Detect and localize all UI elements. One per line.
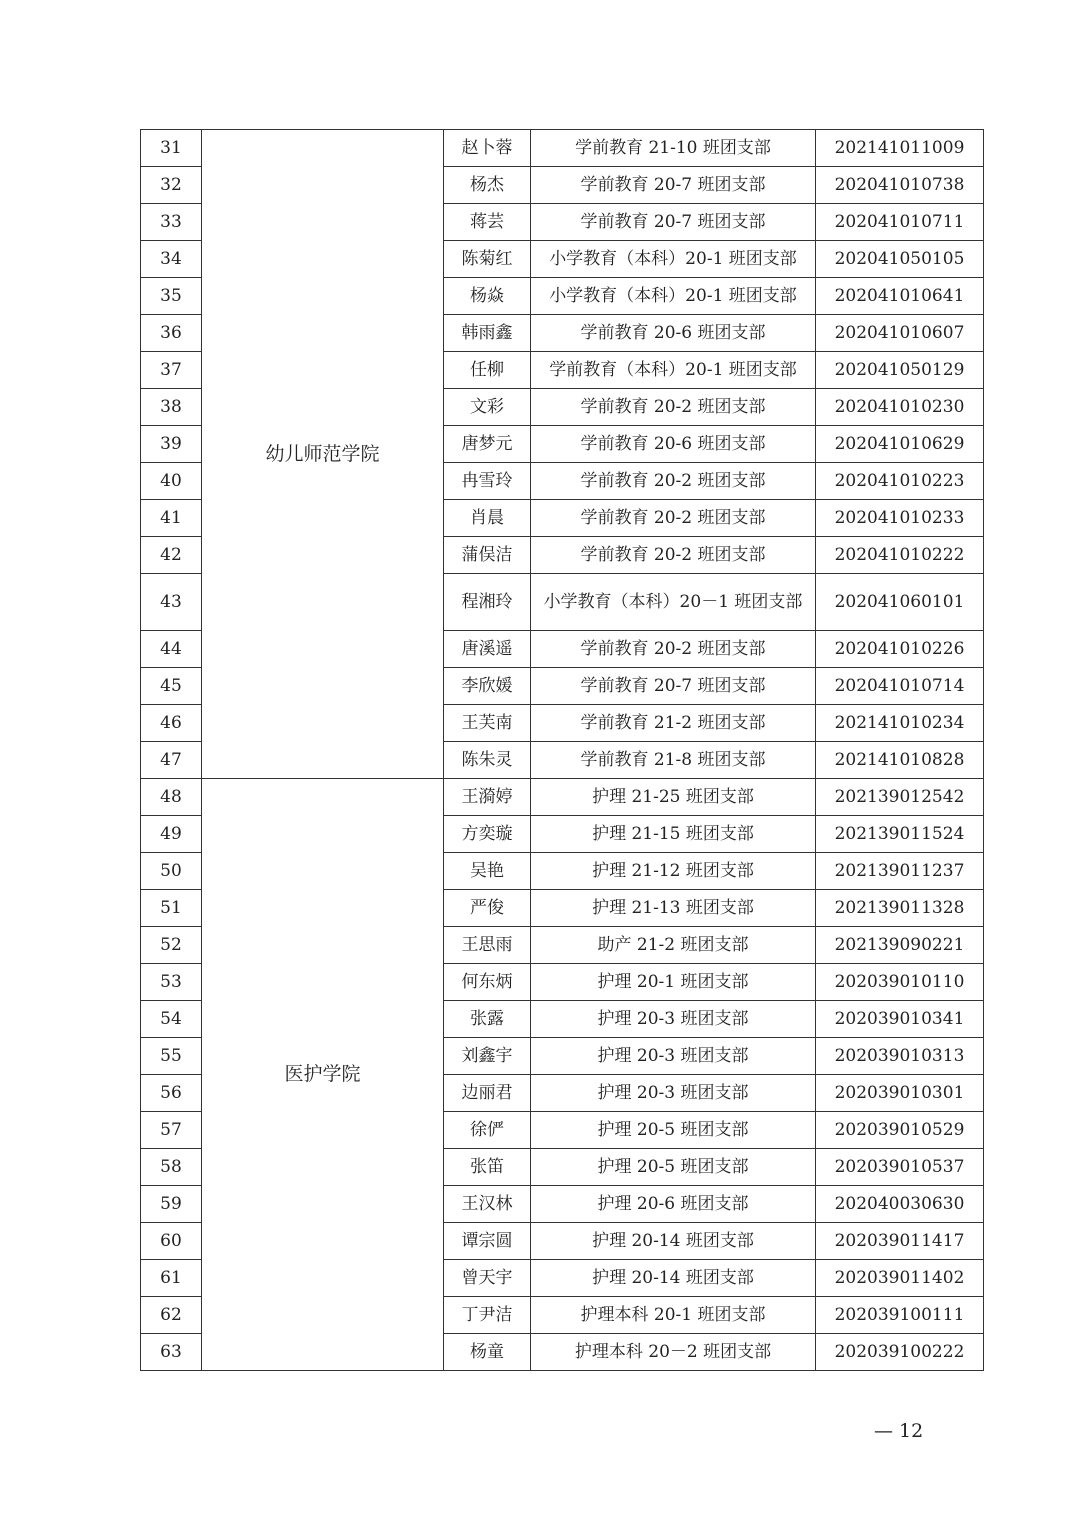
league-branch: 护理 20-3 班团支部 <box>531 1001 816 1038</box>
league-branch: 护理 20-14 班团支部 <box>531 1260 816 1297</box>
table-row <box>141 130 984 167</box>
student-id: 202039010110 <box>816 964 984 1001</box>
student-id: 202040030630 <box>816 1186 984 1223</box>
row-number: 48 <box>141 779 202 816</box>
row-number: 46 <box>141 705 202 742</box>
student-id: 202041010629 <box>816 426 984 463</box>
student-name: 赵卜蓉 <box>444 130 531 167</box>
student-name: 王漪婷 <box>444 779 531 816</box>
student-id: 202041010738 <box>816 167 984 204</box>
league-branch: 学前教育 21-2 班团支部 <box>531 705 816 742</box>
student-id: 202041010607 <box>816 315 984 352</box>
league-branch: 学前教育 20-2 班团支部 <box>531 500 816 537</box>
row-number: 47 <box>141 742 202 779</box>
student-name: 蒲俣洁 <box>444 537 531 574</box>
row-number: 44 <box>141 631 202 668</box>
league-branch: 小学教育（本科）20-1 班团支部 <box>531 278 816 315</box>
league-branch: 学前教育 20-2 班团支部 <box>531 537 816 574</box>
row-number: 36 <box>141 315 202 352</box>
student-name: 方奕璇 <box>444 816 531 853</box>
row-number: 59 <box>141 1186 202 1223</box>
student-id: 202041010711 <box>816 204 984 241</box>
student-id: 202039010301 <box>816 1075 984 1112</box>
student-name: 唐溪遥 <box>444 631 531 668</box>
student-name: 谭宗圆 <box>444 1223 531 1260</box>
student-id: 202141011009 <box>816 130 984 167</box>
row-number: 40 <box>141 463 202 500</box>
student-name: 文彩 <box>444 389 531 426</box>
student-id: 202139012542 <box>816 779 984 816</box>
student-name: 吴艳 <box>444 853 531 890</box>
student-id: 202039010529 <box>816 1112 984 1149</box>
row-number: 41 <box>141 500 202 537</box>
student-id: 202041010226 <box>816 631 984 668</box>
student-name: 何东炳 <box>444 964 531 1001</box>
league-branch: 护理 20-14 班团支部 <box>531 1223 816 1260</box>
student-id: 202039100111 <box>816 1297 984 1334</box>
student-id: 202039011417 <box>816 1223 984 1260</box>
row-number: 49 <box>141 816 202 853</box>
student-name: 刘鑫宇 <box>444 1038 531 1075</box>
student-id: 202039011402 <box>816 1260 984 1297</box>
league-branch: 学前教育 20-6 班团支部 <box>531 426 816 463</box>
student-id: 202041010233 <box>816 500 984 537</box>
student-name: 杨童 <box>444 1334 531 1371</box>
student-id: 202139011524 <box>816 816 984 853</box>
student-id: 202039010341 <box>816 1001 984 1038</box>
student-id: 202041010641 <box>816 278 984 315</box>
student-name: 王芙南 <box>444 705 531 742</box>
league-branch: 小学教育（本科）20－1 班团支部 <box>531 574 816 631</box>
row-number: 54 <box>141 1001 202 1038</box>
league-branch: 护理本科 20-1 班团支部 <box>531 1297 816 1334</box>
row-number: 42 <box>141 537 202 574</box>
student-id: 202041060101 <box>816 574 984 631</box>
league-branch: 学前教育 20-7 班团支部 <box>531 167 816 204</box>
row-number: 51 <box>141 890 202 927</box>
student-id: 202039010537 <box>816 1149 984 1186</box>
league-branch: 护理本科 20－2 班团支部 <box>531 1334 816 1371</box>
student-name: 蒋芸 <box>444 204 531 241</box>
student-id: 202041010222 <box>816 537 984 574</box>
student-name: 王汉林 <box>444 1186 531 1223</box>
league-branch: 学前教育 20-2 班团支部 <box>531 389 816 426</box>
league-branch: 护理 21-12 班团支部 <box>531 853 816 890</box>
student-id: 202139090221 <box>816 927 984 964</box>
league-branch: 护理 21-15 班团支部 <box>531 816 816 853</box>
student-name: 杨焱 <box>444 278 531 315</box>
league-branch: 护理 20-5 班团支部 <box>531 1112 816 1149</box>
student-name: 陈朱灵 <box>444 742 531 779</box>
league-branch: 护理 21-13 班团支部 <box>531 890 816 927</box>
student-name: 李欣媛 <box>444 668 531 705</box>
roster-table <box>140 129 984 1371</box>
row-number: 43 <box>141 574 202 631</box>
student-id: 202139011237 <box>816 853 984 890</box>
student-id: 202141010234 <box>816 705 984 742</box>
student-name: 任柳 <box>444 352 531 389</box>
student-name: 冉雪玲 <box>444 463 531 500</box>
student-name: 杨杰 <box>444 167 531 204</box>
student-name: 肖晨 <box>444 500 531 537</box>
row-number: 63 <box>141 1334 202 1371</box>
row-number: 58 <box>141 1149 202 1186</box>
student-name: 张露 <box>444 1001 531 1038</box>
student-id: 202041010230 <box>816 389 984 426</box>
college-name: 医护学院 <box>202 779 444 1371</box>
student-name: 陈菊红 <box>444 241 531 278</box>
league-branch: 学前教育 20-6 班团支部 <box>531 315 816 352</box>
row-number: 61 <box>141 1260 202 1297</box>
league-branch: 助产 21-2 班团支部 <box>531 927 816 964</box>
student-name: 严俊 <box>444 890 531 927</box>
league-branch: 学前教育 21-8 班团支部 <box>531 742 816 779</box>
student-name: 王思雨 <box>444 927 531 964</box>
row-number: 31 <box>141 130 202 167</box>
row-number: 57 <box>141 1112 202 1149</box>
row-number: 55 <box>141 1038 202 1075</box>
row-number: 50 <box>141 853 202 890</box>
student-id: 202139011328 <box>816 890 984 927</box>
student-name: 程湘玲 <box>444 574 531 631</box>
row-number: 33 <box>141 204 202 241</box>
row-number: 56 <box>141 1075 202 1112</box>
student-id: 202039010313 <box>816 1038 984 1075</box>
student-name: 丁尹洁 <box>444 1297 531 1334</box>
student-name: 唐梦元 <box>444 426 531 463</box>
league-branch: 学前教育 20-7 班团支部 <box>531 668 816 705</box>
row-number: 53 <box>141 964 202 1001</box>
student-id: 202041010714 <box>816 668 984 705</box>
league-branch: 学前教育 20-7 班团支部 <box>531 204 816 241</box>
league-branch: 护理 21-25 班团支部 <box>531 779 816 816</box>
row-number: 37 <box>141 352 202 389</box>
row-number: 52 <box>141 927 202 964</box>
student-id: 202141010828 <box>816 742 984 779</box>
student-name: 韩雨鑫 <box>444 315 531 352</box>
college-name: 幼儿师范学院 <box>202 130 444 779</box>
row-number: 60 <box>141 1223 202 1260</box>
student-id: 202041010223 <box>816 463 984 500</box>
league-branch: 学前教育（本科）20-1 班团支部 <box>531 352 816 389</box>
student-id: 202041050129 <box>816 352 984 389</box>
row-number: 45 <box>141 668 202 705</box>
student-name: 曾天宇 <box>444 1260 531 1297</box>
league-branch: 护理 20-3 班团支部 <box>531 1038 816 1075</box>
league-branch: 护理 20-1 班团支部 <box>531 964 816 1001</box>
league-branch: 护理 20-3 班团支部 <box>531 1075 816 1112</box>
row-number: 35 <box>141 278 202 315</box>
row-number: 32 <box>141 167 202 204</box>
row-number: 39 <box>141 426 202 463</box>
league-branch: 护理 20-6 班团支部 <box>531 1186 816 1223</box>
league-branch: 护理 20-5 班团支部 <box>531 1149 816 1186</box>
league-branch: 学前教育 20-2 班团支部 <box>531 463 816 500</box>
row-number: 38 <box>141 389 202 426</box>
league-branch: 学前教育 20-2 班团支部 <box>531 631 816 668</box>
league-branch: 学前教育 21-10 班团支部 <box>531 130 816 167</box>
row-number: 62 <box>141 1297 202 1334</box>
table-row <box>141 779 984 816</box>
roster-body <box>141 130 984 1371</box>
student-name: 徐俨 <box>444 1112 531 1149</box>
student-name: 边丽君 <box>444 1075 531 1112</box>
league-branch: 小学教育（本科）20-1 班团支部 <box>531 241 816 278</box>
student-id: 202039100222 <box>816 1334 984 1371</box>
row-number: 34 <box>141 241 202 278</box>
student-name: 张笛 <box>444 1149 531 1186</box>
student-id: 202041050105 <box>816 241 984 278</box>
page-number: — 12 <box>874 1420 924 1442</box>
